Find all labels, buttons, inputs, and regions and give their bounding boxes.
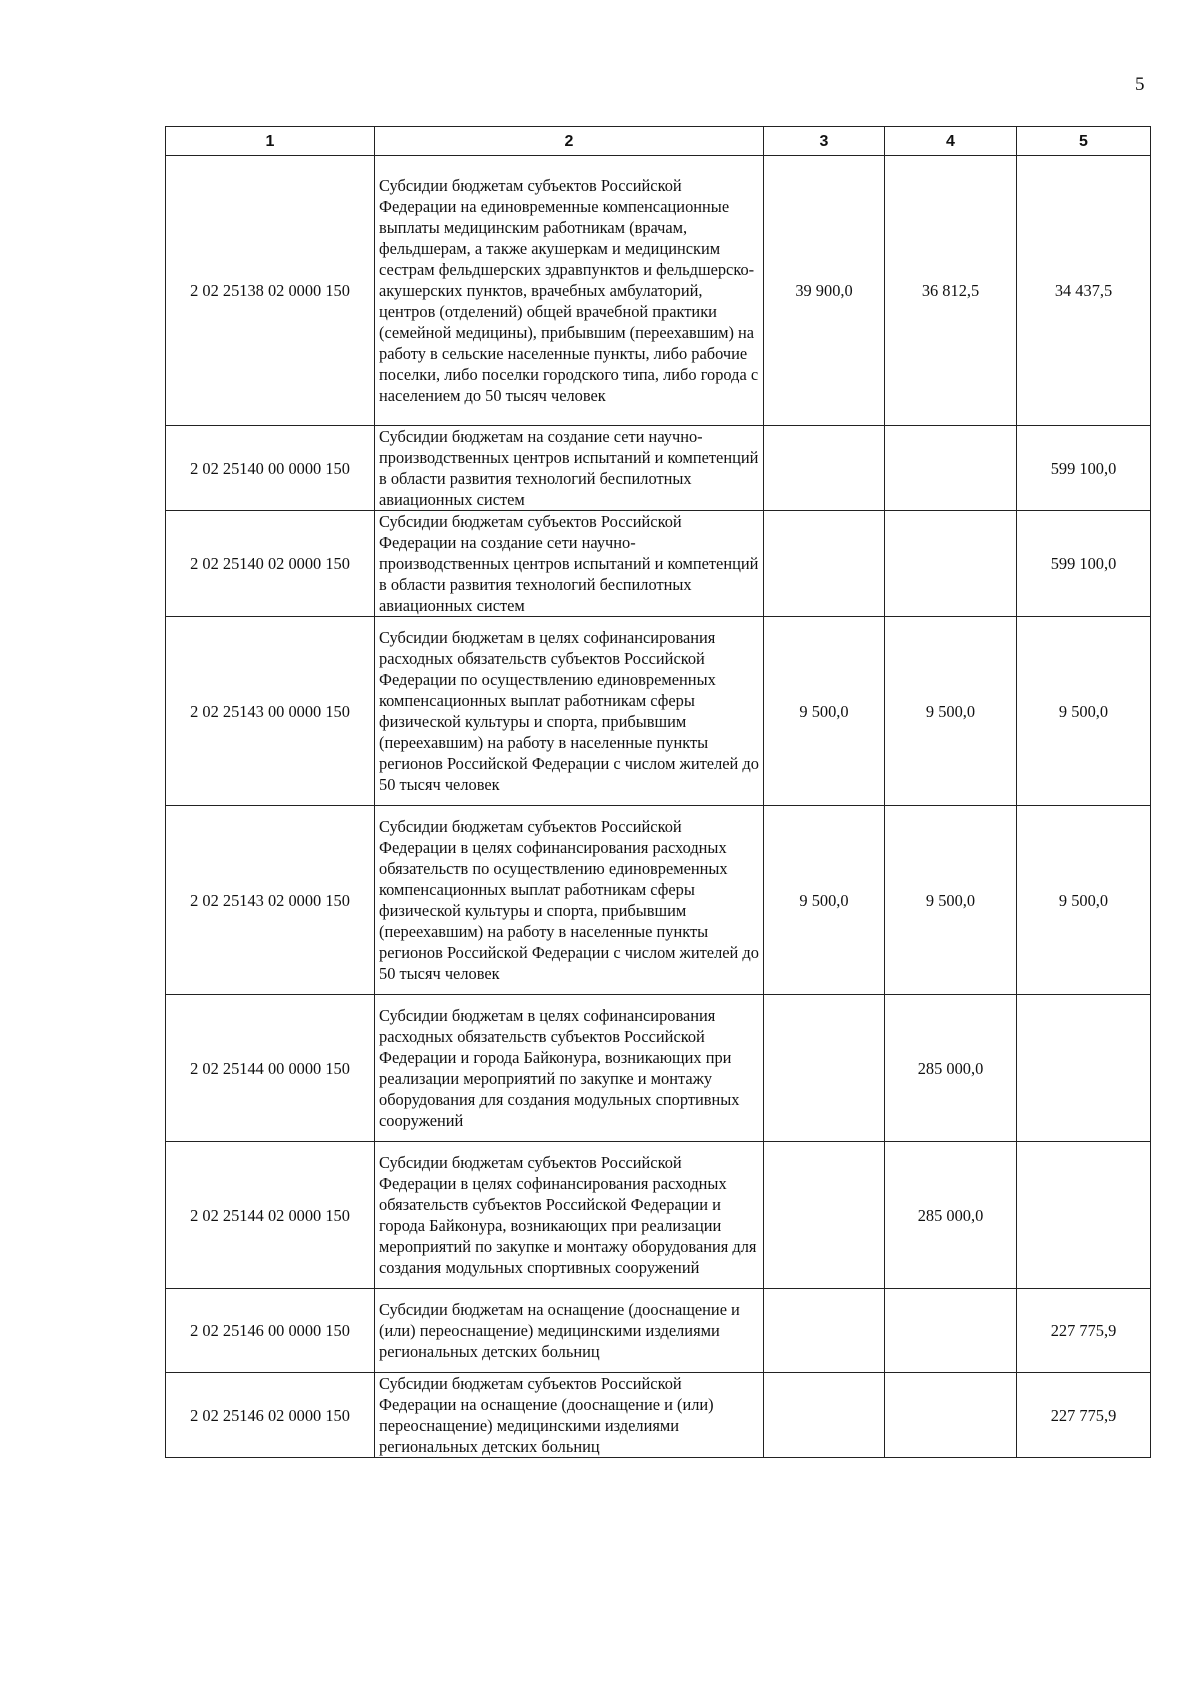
row-description: Субсидии бюджетам субъектов Российской Федерации на создание сети научно-производственных центров испытаний и компетенций в области развития технологий беспилотных авиационных систем xyxy=(375,511,764,617)
row-description: Субсидии бюджетам в целях софинансирования расходных обязательств субъектов Российской Федерации и города Байконура, возникающих при реализации мероприятий по закупке и монтажу оборудования для создания модульных спортивных сооружений xyxy=(375,995,764,1142)
row-description: Субсидии бюджетам субъектов Российской Федерации в целях софинансирования расходных обязательств субъектов Российской Федерации и города Байконура, возникающих при реализации мероприятий по закупке и монтажу оборудования для создания модульных спортивных сооружений xyxy=(375,1142,764,1289)
value-col3 xyxy=(764,1142,885,1289)
row-description: Субсидии бюджетам субъектов Российской Федерации на единовременные компенсационные выплаты медицинским работникам (врачам, фельдшерам, а также акушеркам и медицинским сестрам фельдшерских здравпунктов и фельдшерско-акушерских пунктов, врачебных амбулаторий, центров (отделений) общей врачебной практики (семейной медицины), прибывшим (переехавшим) на работу в сельские населенные пункты, либо рабочие поселки, либо поселки городского типа, либо города с населением до 50 тысяч человек xyxy=(375,156,764,426)
value-col3: 39 900,0 xyxy=(764,156,885,426)
table-row xyxy=(166,1142,1151,1289)
value-col4: 285 000,0 xyxy=(885,995,1017,1142)
value-col5: 227 775,9 xyxy=(1017,1373,1151,1458)
page-number: 5 xyxy=(1135,74,1145,95)
value-col4 xyxy=(885,426,1017,511)
row-description: Субсидии бюджетам в целях софинансирования расходных обязательств субъектов Российской Федерации по осуществлению единовременных компенсационных выплат работникам сферы физической культуры и спорта, прибывшим (переехавшим) на работу в населенные пункты регионов Российской Федерации с числом жителей до 50 тысяч человек xyxy=(375,617,764,806)
value-col5 xyxy=(1017,995,1151,1142)
header-cell: 2 xyxy=(375,127,764,156)
value-col5: 227 775,9 xyxy=(1017,1289,1151,1373)
value-col3 xyxy=(764,511,885,617)
value-col5: 599 100,0 xyxy=(1017,511,1151,617)
budget-code: 2 02 25138 02 0000 150 xyxy=(166,156,375,426)
row-description: Субсидии бюджетам субъектов Российской Федерации на оснащение (дооснащение и (или) переоснащение) медицинскими изделиями региональных детских больниц xyxy=(375,1373,764,1458)
value-col4: 9 500,0 xyxy=(885,806,1017,995)
value-col5: 34 437,5 xyxy=(1017,156,1151,426)
budget-code: 2 02 25143 02 0000 150 xyxy=(166,806,375,995)
budget-code: 2 02 25143 00 0000 150 xyxy=(166,617,375,806)
value-col3: 9 500,0 xyxy=(764,806,885,995)
row-description: Субсидии бюджетам на оснащение (дооснащение и (или) переоснащение) медицинскими изделиями региональных детских больниц xyxy=(375,1289,764,1373)
header-row xyxy=(166,127,1151,156)
value-col3 xyxy=(764,1373,885,1458)
value-col4 xyxy=(885,511,1017,617)
header-cell: 3 xyxy=(764,127,885,156)
value-col3 xyxy=(764,1289,885,1373)
budget-code: 2 02 25146 02 0000 150 xyxy=(166,1373,375,1458)
header-cell: 4 xyxy=(885,127,1017,156)
value-col3: 9 500,0 xyxy=(764,617,885,806)
table-row xyxy=(166,806,1151,995)
value-col4: 36 812,5 xyxy=(885,156,1017,426)
table-row xyxy=(166,617,1151,806)
table-row xyxy=(166,426,1151,511)
budget-code: 2 02 25146 00 0000 150 xyxy=(166,1289,375,1373)
value-col4 xyxy=(885,1373,1017,1458)
row-description: Субсидии бюджетам на создание сети научно-производственных центров испытаний и компетенций в области развития технологий беспилотных авиационных систем xyxy=(375,426,764,511)
value-col4: 285 000,0 xyxy=(885,1142,1017,1289)
budget-code: 2 02 25140 00 0000 150 xyxy=(166,426,375,511)
table-row xyxy=(166,995,1151,1142)
value-col5: 9 500,0 xyxy=(1017,617,1151,806)
table-row xyxy=(166,511,1151,617)
table-row xyxy=(166,156,1151,426)
budget-code: 2 02 25140 02 0000 150 xyxy=(166,511,375,617)
row-description: Субсидии бюджетам субъектов Российской Федерации в целях софинансирования расходных обязательств по осуществлению единовременных компенсационных выплат работникам сферы физической культуры и спорта, прибывшим (переехавшим) на работу в населенные пункты регионов Российской Федерации с числом жителей до 50 тысяч человек xyxy=(375,806,764,995)
value-col5 xyxy=(1017,1142,1151,1289)
value-col4: 9 500,0 xyxy=(885,617,1017,806)
value-col5: 599 100,0 xyxy=(1017,426,1151,511)
value-col4 xyxy=(885,1289,1017,1373)
header-cell: 5 xyxy=(1017,127,1151,156)
budget-code: 2 02 25144 02 0000 150 xyxy=(166,1142,375,1289)
table-row xyxy=(166,1289,1151,1373)
budget-table xyxy=(165,126,1151,1458)
value-col5: 9 500,0 xyxy=(1017,806,1151,995)
table-row xyxy=(166,1373,1151,1458)
value-col3 xyxy=(764,426,885,511)
value-col3 xyxy=(764,995,885,1142)
budget-code: 2 02 25144 00 0000 150 xyxy=(166,995,375,1142)
header-cell: 1 xyxy=(166,127,375,156)
